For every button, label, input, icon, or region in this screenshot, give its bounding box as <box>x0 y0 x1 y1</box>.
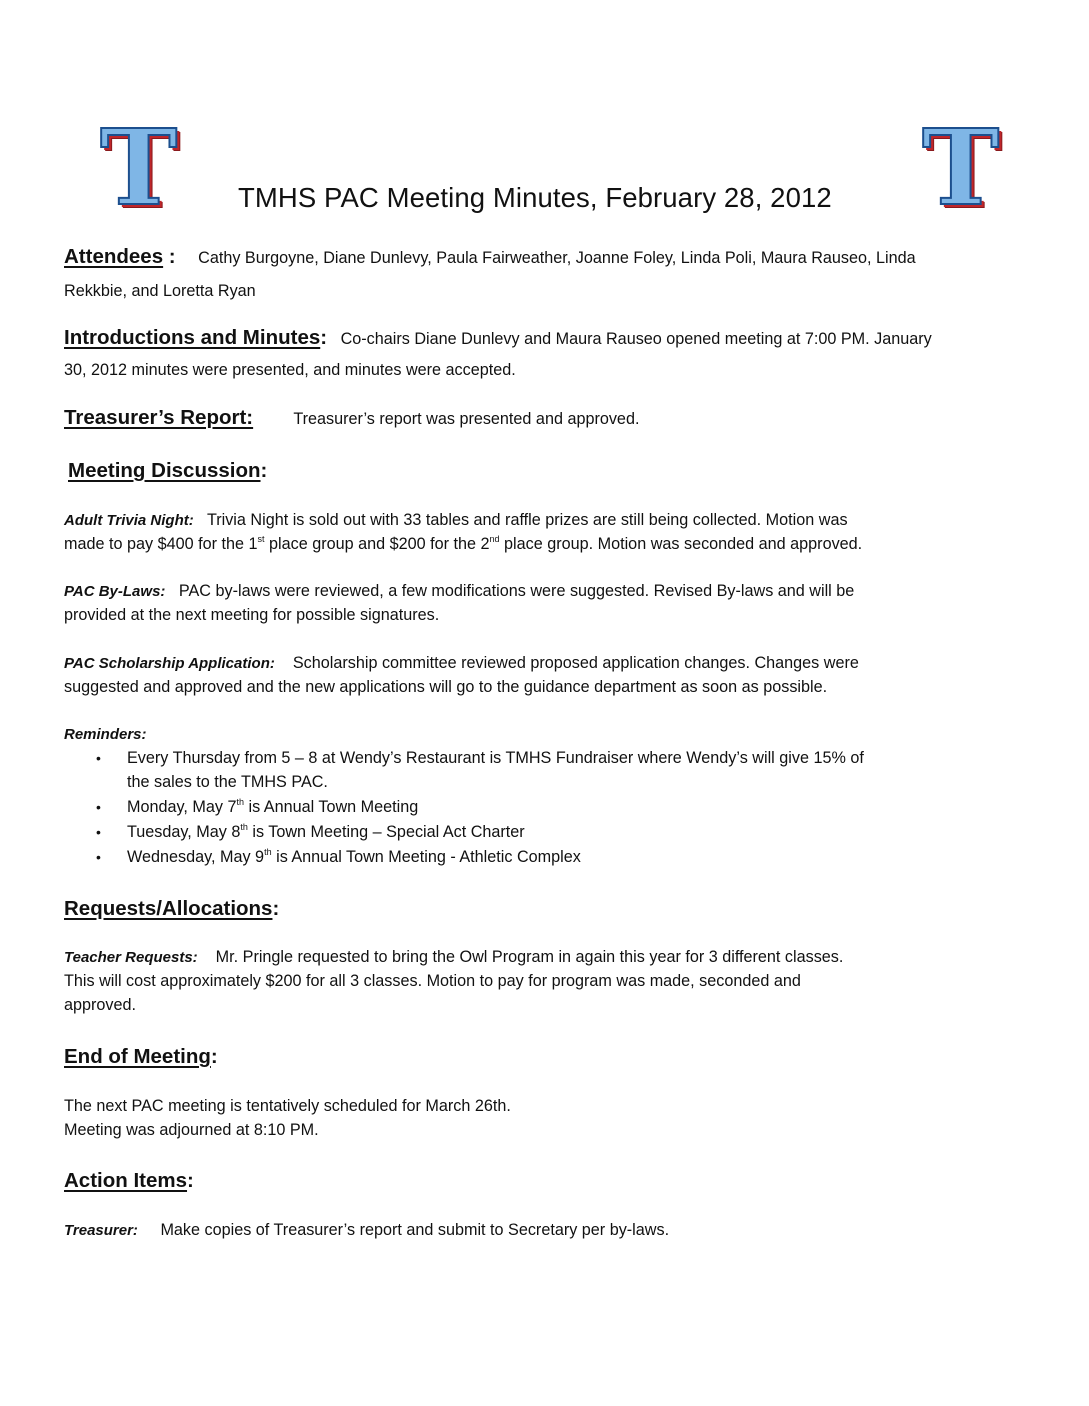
reminder-item-3: Tuesday, May 8th is Town Meeting – Special Act Charter <box>127 822 525 841</box>
actions-heading: Action Items <box>64 1169 188 1192</box>
teacher-label: Teacher Requests: <box>64 949 198 966</box>
intro-line-2: 30, 2012 minutes were presented, and minutes were accepted. <box>64 361 516 379</box>
attendees-heading: Attendees <box>64 245 164 268</box>
end-line-1: The next PAC meeting is tentatively scheduled for March 26th. <box>64 1097 511 1115</box>
bylaws-line-2: provided at the next meeting for possible signatures. <box>64 606 440 624</box>
attendees-line-1: Attendees : Cathy Burgoyne, Diane Dunlevy, Paula Fairweather, Joanne Foley, Linda Poli, Maura Rauseo, Linda <box>64 245 916 268</box>
reminder-item-1-line-1: Every Thursday from 5 – 8 at Wendy’s Restaurant is TMHS Fundraiser where Wendy’s will give 15% of <box>127 749 864 767</box>
reminder-item-2: Monday, May 7th is Annual Town Meeting <box>127 797 419 816</box>
trivia-label: Adult Trivia Night: <box>64 512 194 529</box>
bullet-icon: • <box>96 824 101 840</box>
teacher-line-1: Teacher Requests: Mr. Pringle requested to bring the Owl Program in again this year for 3 different classes. <box>64 948 844 966</box>
intro-text: Co-chairs Diane Dunlevy and Maura Rauseo opened meeting at 7:00 PM. January <box>340 330 932 348</box>
school-logo-left: T <box>100 106 178 229</box>
bylaws-line-1: PAC By-Laws: PAC by-laws were reviewed, a few modifications were suggested. Revised By-laws and will be <box>64 582 855 600</box>
scholarship-label: PAC Scholarship Application: <box>64 655 275 672</box>
end-heading: End of Meeting <box>64 1045 211 1068</box>
action-treasurer-label: Treasurer: <box>64 1222 138 1239</box>
reminder-item-4: Wednesday, May 9th is Annual Town Meeting - Athletic Complex <box>127 847 581 866</box>
attendees-line-2: Rekkbie, and Loretta Ryan <box>64 282 256 300</box>
reminder-item-1-line-2: the sales to the TMHS PAC. <box>127 773 328 791</box>
bylaws-label: PAC By-Laws: <box>64 583 166 600</box>
discussion-heading-line: Meeting Discussion: <box>68 459 268 482</box>
bullet-icon: • <box>96 849 101 865</box>
trivia-line-2: made to pay $400 for the 1st place group and $200 for the 2nd place group. Motion was seconded and approved. <box>64 534 863 553</box>
action-item-treasurer: Treasurer: Make copies of Treasurer’s report and submit to Secretary per by-laws. <box>64 1221 670 1239</box>
actions-heading-line: Action Items: <box>64 1169 194 1192</box>
requests-heading-line: Requests/Allocations: <box>64 897 280 920</box>
trivia-line-1: Adult Trivia Night: Trivia Night is sold out with 33 tables and raffle prizes are still being collected. Motion was <box>64 511 848 529</box>
reminders-label-line <box>64 722 147 747</box>
intro-heading: Introductions and Minutes <box>64 326 321 349</box>
treasurer-heading: Treasurer’s Report: <box>64 406 254 429</box>
reminders-label: Reminders: <box>64 726 147 743</box>
bullet-icon: • <box>96 799 101 815</box>
treasurer-section <box>64 406 639 431</box>
treasurer-text: Treasurer’s report was presented and approved. <box>293 410 640 428</box>
requests-heading: Requests/Allocations <box>64 897 273 920</box>
page-title: TMHS PAC Meeting Minutes, February 28, 2012 <box>238 182 832 213</box>
scholarship-line-1: PAC Scholarship Application: Scholarship committee reviewed proposed application changes. Changes were <box>64 654 859 672</box>
teacher-line-2: This will cost approximately $200 for all 3 classes. Motion to pay for program was made, seconded and <box>64 972 801 990</box>
discussion-heading: Meeting Discussion <box>68 459 261 482</box>
scholarship-line-2: suggested and approved and the new applications will go to the guidance department as soon as possible. <box>64 678 828 696</box>
end-line-2: Meeting was adjourned at 8:10 PM. <box>64 1121 319 1139</box>
intro-line-1: Introductions and Minutes: Co-chairs Diane Dunlevy and Maura Rauseo opened meeting at 7:00 PM. January <box>64 326 932 349</box>
school-logo-right: T <box>922 106 1000 229</box>
bullet-icon: • <box>96 750 101 766</box>
end-heading-line: End of Meeting: <box>64 1045 218 1068</box>
attendees-text: Cathy Burgoyne, Diane Dunlevy, Paula Fairweather, Joanne Foley, Linda Poli, Maura Rauseo, Linda <box>198 249 916 267</box>
teacher-line-3: approved. <box>64 996 136 1014</box>
